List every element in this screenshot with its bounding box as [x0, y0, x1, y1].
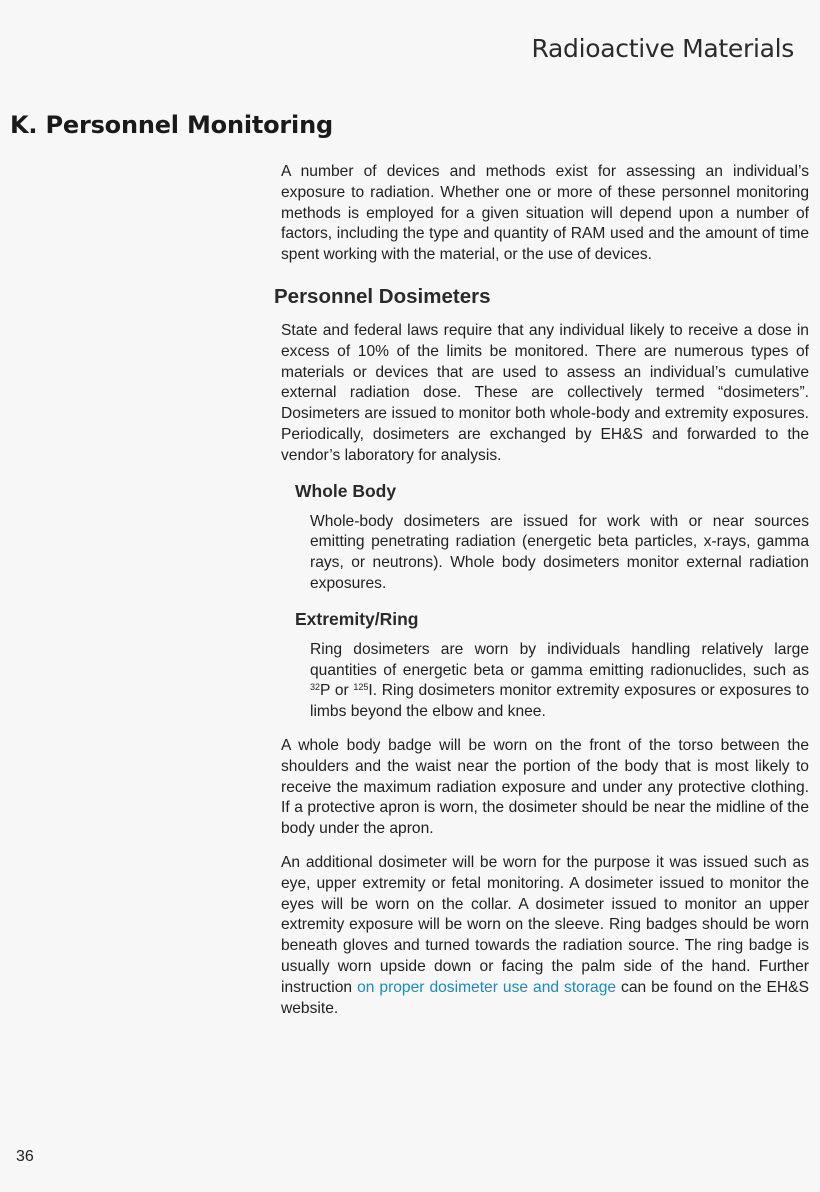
isotope-mass-125: 125: [353, 682, 369, 693]
heading-extremity-ring: Extremity/Ring: [295, 608, 419, 629]
extremity-text-2: I. Ring dosimeters monitor extremity exposures or exposures to limbs beyond the elbow and knee.: [310, 682, 809, 721]
main-content: [274, 162, 809, 1019]
whole-body-paragraph: Whole-body dosimeters are issued for work with or near sources emitting penetrating radiation (energetic beta particles, x-rays, gamma rays, or neutrons). Whole body dosimeters monitor external radiation exposures.: [310, 512, 809, 592]
heading-personnel-dosimeters: Personnel Dosimeters: [274, 284, 491, 308]
isotope-mass-32: 32: [310, 682, 321, 693]
additional-tail: can be found on the EH&S website.: [281, 978, 809, 1017]
section-title: K. Personnel Monitoring: [10, 111, 333, 139]
running-header: Radioactive Materials: [531, 34, 794, 63]
dosimeters-paragraph: State and federal laws require that any individual likely to receive a dose in excess of 10% of the limits be monitored. There are numerous types of materials or devices that are used to assess an individual’s cumulative external radiation dose. These are collectively termed “dosimeters”. Dosimeters are issued to monitor both whole-body and extremity exposures. Periodically, dosimeters are exchanged by EH&S and forwarded to the vendor’s laboratory for analysis.: [281, 321, 809, 464]
additional-text: An additional dosimeter will be worn for the purpose it was issued such as eye, upper extremity or fetal monitoring. A dosimeter issued to monitor the eyes will be worn on the collar. A dosimeter issued to monitor an upper extremity exposure will be worn on the sleeve. Ring badges should be worn beneath gloves and turned towards the radiation source. The ring badge is usually worn upside down or facing the palm side of the hand. Further instruction: [281, 853, 809, 996]
extremity-text-1: Ring dosimeters are worn by individuals handling relatively large quantities of energetic beta or gamma emitting radionuclides, such as: [310, 640, 809, 679]
extremity-text-mid: P or: [320, 682, 354, 700]
heading-whole-body: Whole Body: [295, 480, 397, 501]
extremity-paragraph: [310, 640, 809, 723]
additional-dosimeter-paragraph: [281, 853, 809, 1019]
page-number: 36: [16, 1148, 34, 1165]
dosimeter-use-link[interactable]: on proper dosimeter use and storage: [357, 978, 617, 996]
badge-paragraph: A whole body badge will be worn on the front of the torso between the shoulders and the waist near the portion of the body that is most likely to receive the maximum radiation exposure and under any protective clothing. If a protective apron is worn, the dosimeter should be near the midline of the body under the apron.: [281, 736, 809, 838]
intro-paragraph: A number of devices and methods exist for assessing an individual’s exposure to radiation. Whether one or more of these personnel monitoring methods is employed for a given situation will depend upon a number of factors, including the type and quantity of RAM used and the amount of time spent working with the material, or the use of devices.: [281, 163, 809, 264]
